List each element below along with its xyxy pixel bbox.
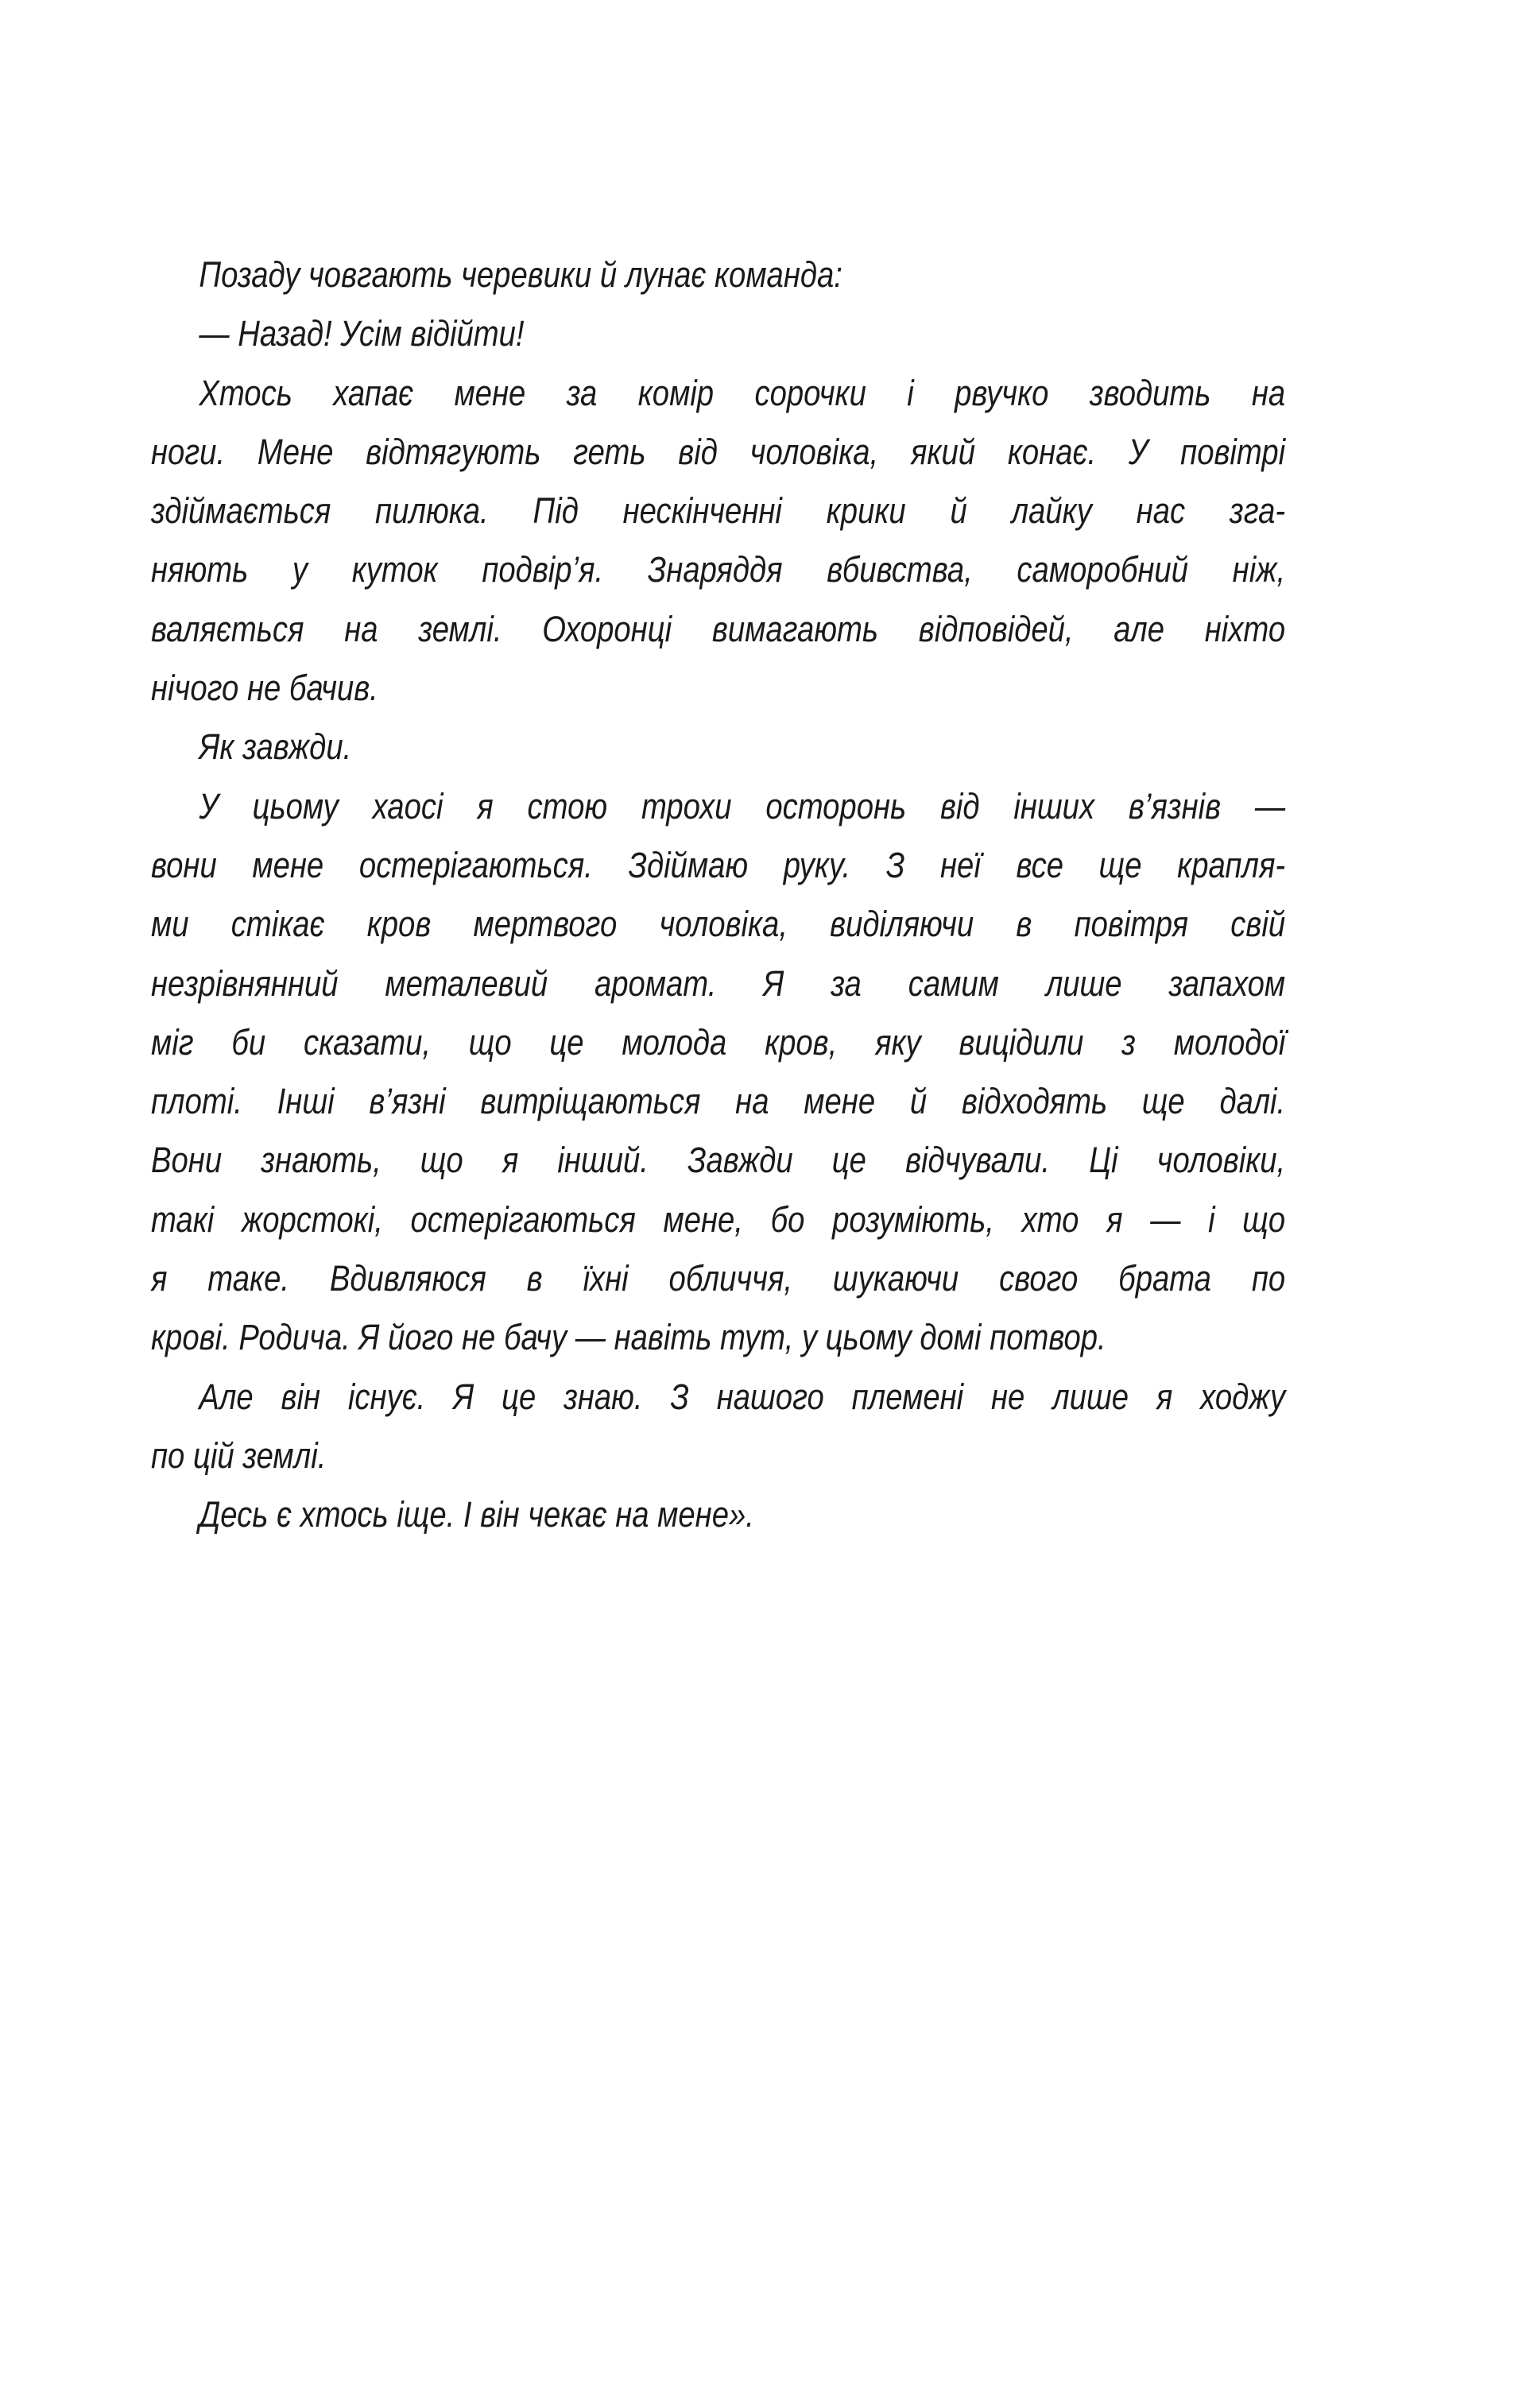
- text-line: незрівнянний металевий аромат. Я за самим лише запахом: [151, 962, 1286, 1004]
- text-line: я таке. Вдивляюся в їхні обличчя, шукаючи свого брата по: [151, 1258, 1286, 1299]
- paragraph: [151, 1485, 1285, 1544]
- book-page-text: [151, 246, 1285, 1545]
- text-line: Вони знають, що я інший. Завжди це відчували. Ці чоловіки,: [151, 1140, 1286, 1181]
- text-line: Як завжди.: [199, 726, 352, 768]
- text-line: — Назад! Усім відійти!: [199, 313, 525, 354]
- text-line: по цій землі.: [151, 1434, 327, 1476]
- text-line: ноги. Мене відтягують геть від чоловіка, який конає. У повітрі: [151, 431, 1286, 472]
- text-line: плоті. Інші в’язні витріщаються на мене й відходять ще далі.: [151, 1081, 1286, 1122]
- paragraph: [151, 364, 1285, 718]
- text-line: вони мене остерігаються. Здіймаю руку. З неї все ще крапля-: [151, 844, 1286, 885]
- paragraph: [151, 246, 1285, 304]
- text-line: ми стікає кров мертвого чоловіка, виділяючи в повітря свій: [151, 904, 1286, 945]
- paragraph: [151, 1368, 1285, 1486]
- text-line: здіймається пилюка. Під нескінченні крики й лайку нас зга-: [151, 490, 1286, 532]
- paragraph: [151, 304, 1285, 363]
- text-line: міг би сказати, що це молода кров, яку вицідили з молодої: [151, 1021, 1286, 1063]
- text-line: такі жорстокі, остерігаються мене, бо розуміють, хто я — і що: [151, 1198, 1286, 1240]
- text-line: крові. Родича. Я його не бачу — навіть тут, у цьому домі потвор.: [151, 1317, 1106, 1358]
- text-line: У цьому хаосі я стою трохи осторонь від інших в’язнів —: [199, 785, 1286, 827]
- text-line: нічого не бачив.: [151, 668, 378, 709]
- text-line: Позаду човгають черевики й лунає команда:: [199, 254, 842, 295]
- text-line: Хтось хапає мене за комір сорочки і рвучко зводить на: [199, 372, 1286, 413]
- paragraph: [151, 777, 1285, 1368]
- paragraph: [151, 718, 1285, 776]
- text-line: Десь є хтось іще. І він чекає на мене».: [199, 1494, 754, 1535]
- text-line: валяється на землі. Охоронці вимагають відповідей, але ніхто: [151, 608, 1286, 649]
- text-line: няють у куток подвір’я. Знаряддя вбивства, саморобний ніж,: [151, 549, 1286, 590]
- text-line: Але він існує. Я це знаю. З нашого племені не лише я ходжу: [199, 1376, 1286, 1417]
